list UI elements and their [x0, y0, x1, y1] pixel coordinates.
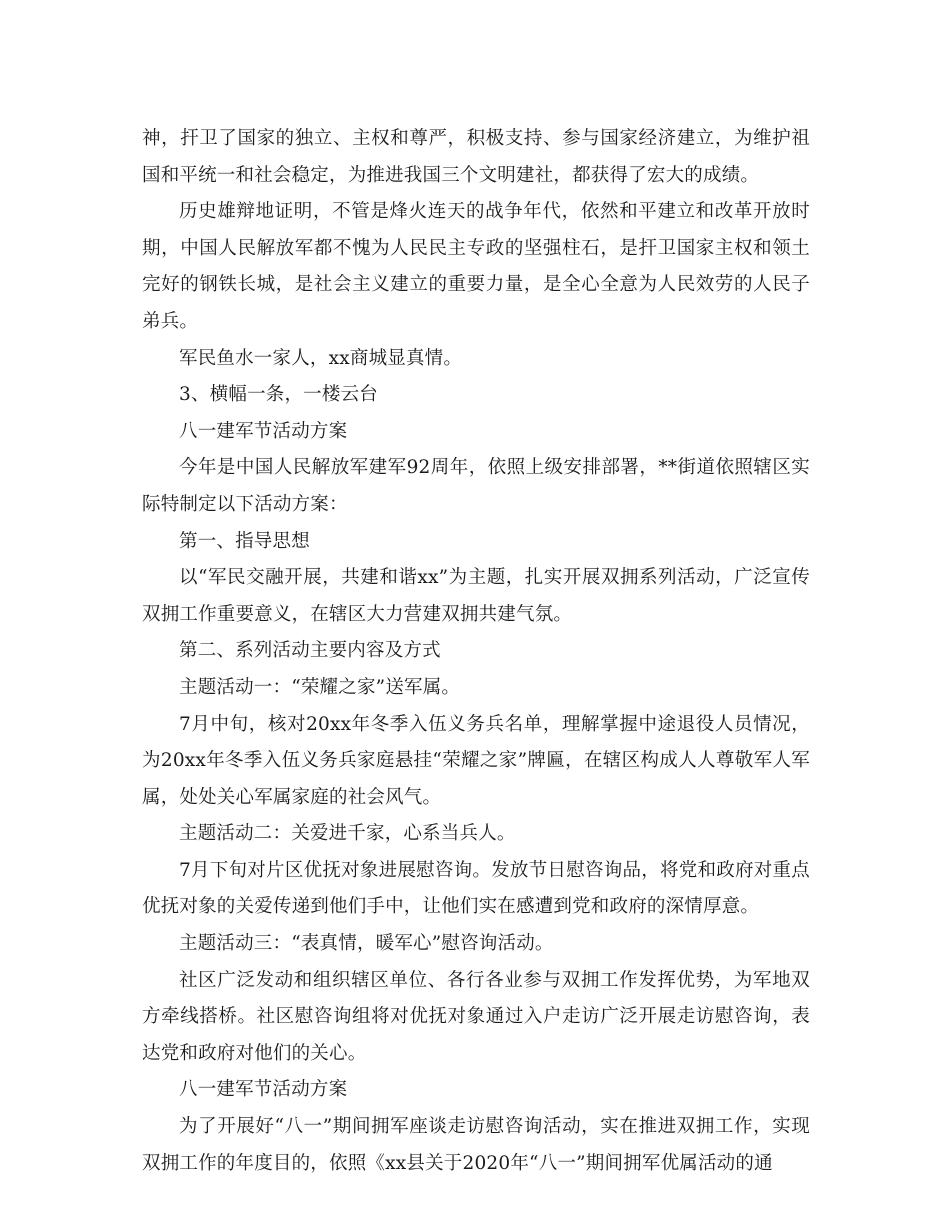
- paragraph-1: 神，扞卫了国家的独立、主权和尊严，积极支持、参与国家经济建立，为维护祖国和平统一和社会稳定，为推进我国三个文明建社，都获得了宏大的成绩。: [142, 128, 810, 186]
- paragraph-6: 今年是中国人民解放军建军92周年，依照上级安排部署，**街道依照辖区实际特制定以下活动方案：: [142, 457, 810, 515]
- paragraph-4: 3、横幅一条，一楼云台: [179, 384, 378, 406]
- activity-2-title: 主题活动二：关爱进千家，心系当兵人。: [179, 823, 516, 845]
- paragraph-13: 7月下旬对片区优抚对象进展慰咨询。发放节日慰咨询品，将党和政府对重点优抚对象的关爱传递到他们手中，让他们实在感遭到党和政府的深情厚意。: [142, 859, 810, 918]
- activity-3-title: 主题活动三：“表真情，暖军心”慰咨询活动。: [179, 933, 554, 955]
- activity-1-title: 主题活动一：“荣耀之家”送军属。: [179, 676, 461, 698]
- subheading-activities: 第二、系列活动主要内容及方式: [179, 640, 441, 662]
- section-heading-2: 八一建军节活动方案: [179, 1079, 348, 1101]
- document-body: [142, 121, 810, 1182]
- paragraph-8: 以“军民交融开展，共建和谐xx”为主题，扎实开展双拥系列活动，广泛宣传双拥工作重要意义，在辖区大力营建双拥共建气氛。: [142, 567, 810, 625]
- paragraph-11: 7月中旬，核对20xx年冬季入伍义务兵名单，理解掌握中途退役人员情况，为20xx年冬季入伍义务兵家庭悬挂“荣耀之家”牌匾，在辖区构成人人尊敬军人军属，处处关心军属家庭的社会风气。: [142, 713, 810, 808]
- paragraph-2: 历史雄辩地证明，不管是烽火连天的战争年代，依然和平建立和改革开放时期，中国人民解放军都不愧为人民民主专政的坚强柱石，是扞卫国家主权和领土完好的钢铁长城，是社会主义建立的重要力量，是全心全意为人民效劳的人民子弟兵。: [142, 201, 810, 332]
- paragraph-15: 社区广泛发动和组织辖区单位、各行各业参与双拥工作发挥优势，为军地双方牵线搭桥。社区慰咨询组将对优抚对象通过入户走访广泛开展走访慰咨询，表达党和政府对他们的关心。: [142, 969, 810, 1064]
- paragraph-17: 为了开展好“八一”期间拥军座谈走访慰咨询活动，实在推进双拥工作，实现双拥工作的年度目的，依照《xx县关于2020年“八一”期间拥军优属活动的通: [142, 1116, 810, 1174]
- section-heading-1: 八一建军节活动方案: [179, 420, 348, 442]
- paragraph-3: 军民鱼水一家人，xx商城显真情。: [179, 347, 463, 369]
- subheading-guiding-idea: 第一、指导思想: [179, 530, 310, 552]
